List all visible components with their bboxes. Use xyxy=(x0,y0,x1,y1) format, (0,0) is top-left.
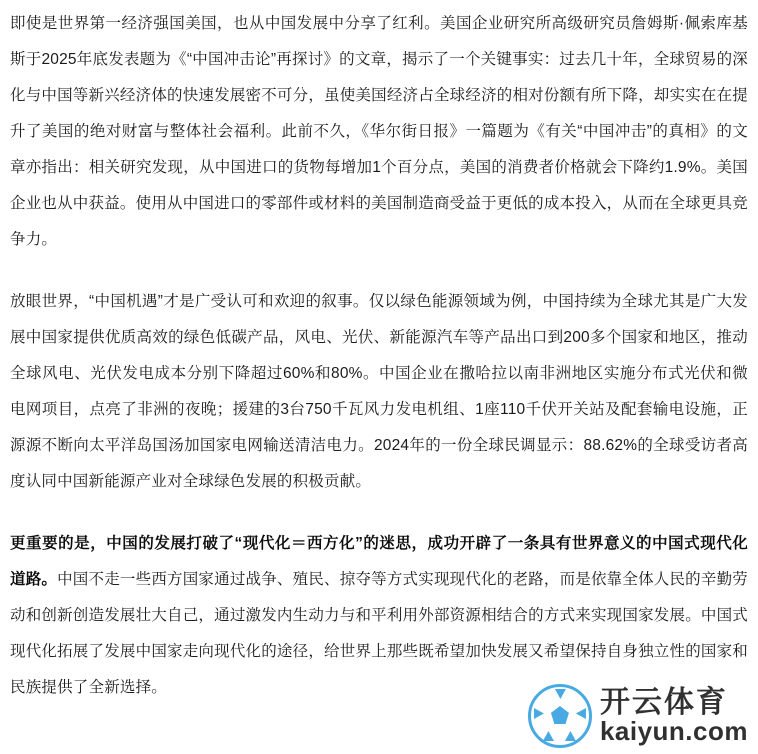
paragraph-1 xyxy=(10,6,748,258)
paragraph-2 xyxy=(10,284,748,500)
paragraph-3-lead-bold: 更重要的是，中国的发展打破了“现代化＝西方化”的迷思，成功开辟了一条具有世界意义的中国式现代化道路。 xyxy=(10,535,748,588)
paragraph-2-text: 放眼世界，“中国机遇”才是广受认可和欢迎的叙事。仅以绿色能源领域为例，中国持续为全球尤其是广大发展中国家提供优质高效的绿色低碳产品，风电、光伏、新能源汽车等产品出口到200多个国家和地区，推动全球风电、光伏发电成本分别下降超过60%和80%。中国企业在撒哈拉以南非洲地区实施分布式光伏和微电网项目，点亮了非洲的夜晚；援建的3台750千瓦风力发电机组、1座110千伏开关站及配套输电设施，正源源不断向太平洋岛国汤加国家电网输送清洁电力。2024年的一份全球民调显示：88.62%的全球受访者高度认同中国新能源产业对全球绿色发展的积极贡献。 xyxy=(10,293,748,490)
paragraph-3-text: 中国不走一些西方国家通过战争、殖民、掠夺等方式实现现代化的老路，而是依靠全体人民的辛勤劳动和创新创造发展壮大自己，通过激发内生动力与和平利用外部资源相结合的方式来实现国家发展。中国式现代化拓展了发展中国家走向现代化的途径，给世界上那些既希望加快发展又希望保持自身独立性的国家和民族提供了全新选择。 xyxy=(10,571,748,696)
watermark-brand-cn: 开云体育 xyxy=(599,685,728,719)
paragraph-3 xyxy=(10,526,748,706)
paragraph-1-text: 即使是世界第一经济强国美国，也从中国发展中分享了红利。美国企业研究所高级研究员詹姆斯·佩索库基斯于2025年底发表题为《“中国冲击论”再探讨》的文章，揭示了一个关键事实：过去几十年，全球贸易的深化与中国等新兴经济体的快速发展密不可分，虽使美国经济占全球经济的相对份额有所下降，却实实在在提升了美国的绝对财富与整体社会福利。此前不久，《华尔街日报》一篇题为《有关“中国冲击”的真相》的文章亦指出：相关研究发现，从中国进口的货物每增加1个百分点，美国的消费者价格就会下降约1.9%。美国企业也从中获益。使用从中国进口的零部件或材料的美国制造商受益于更低的成本投入，从而在全球更具竞争力。 xyxy=(10,15,748,248)
watermark-brand-en: kaiyun.com xyxy=(599,716,748,747)
